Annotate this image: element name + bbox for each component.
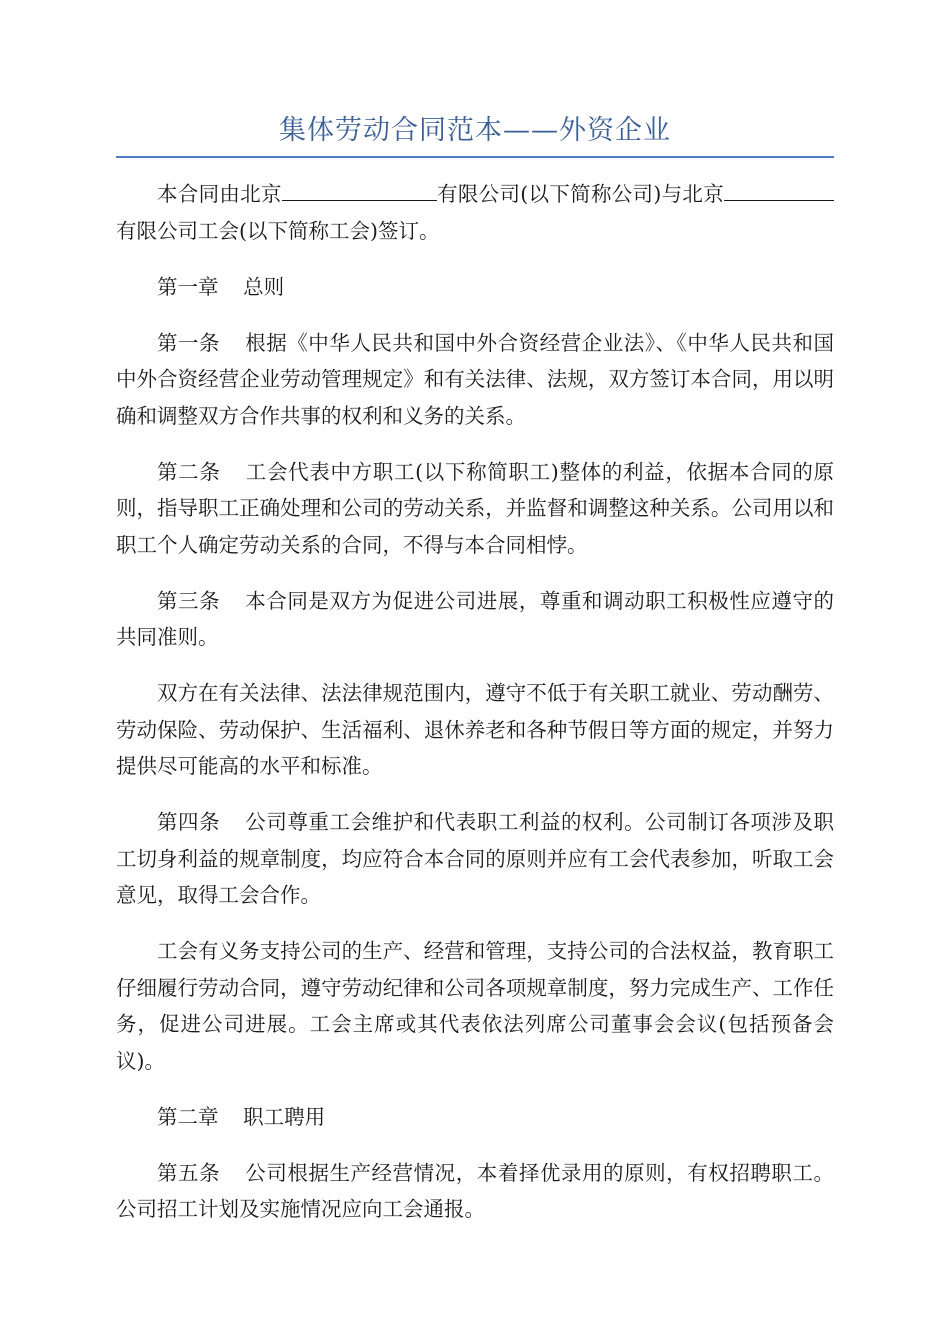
article-label: 第三条	[157, 588, 221, 613]
intro-text-1: 本合同由北京	[157, 182, 282, 206]
document-title: 集体劳动合同范本——外资企业	[279, 115, 671, 146]
article-paragraph	[116, 454, 834, 564]
blank-company-name	[282, 178, 437, 201]
article-text: 根据《中华人民共和国中外合资经营企业法》、《中华人民共和国中外合资经营企业劳动管理规定》和有关法律、法规，双方签订本合同，用以明确和调整双方合作共事的权利和义务的关系。	[116, 330, 835, 428]
chapter-heading	[116, 1099, 834, 1136]
chapter-label: 第二章	[157, 1104, 219, 1129]
article-label: 第四条	[157, 810, 221, 834]
document-body	[116, 176, 834, 1247]
chapter-title: 职工聘用	[243, 1104, 326, 1129]
article-paragraph	[116, 583, 834, 656]
article-label: 第五条	[157, 1160, 221, 1185]
chapter-title: 总则	[243, 274, 285, 299]
article-text: 工会代表中方职工(以下称简职工)整体的利益，依据本合同的原则，指导职工正确处理和公司的劳动关系，并监督和调整这种关系。公司用以和职工个人确定劳动关系的合同，不得与本合同相悖。	[116, 459, 835, 557]
intro-text-3: 有限公司工会(以下简称工会)签订。	[116, 218, 440, 243]
article-label: 第二条	[157, 459, 221, 484]
chapter-heading	[116, 269, 834, 306]
body-paragraph: 双方在有关法律、法法律规范围内，遵守不低于有关职工就业、劳动酬劳、劳动保险、劳动保护、生活福利、退休养老和各种节假日等方面的规定，并努力提供尽可能高的水平和标准。	[116, 681, 834, 778]
intro-paragraph	[116, 176, 834, 249]
article-text: 公司尊重工会维护和代表职工利益的权利。公司制订各项涉及职工切身利益的规章制度，均应符合本合同的原则并应有工会代表参加，听取工会意见，取得工会合作。	[116, 810, 835, 907]
article-text: 本合同是双方为促进公司进展，尊重和调动职工积极性应遵守的共同准则。	[116, 588, 835, 649]
article-paragraph	[116, 325, 834, 435]
intro-text-2: 有限公司(以下简称公司)与北京	[436, 182, 725, 206]
chapter-label: 第一章	[157, 274, 219, 299]
title-block	[116, 114, 834, 158]
article-label: 第一条	[157, 330, 221, 355]
blank-union-name	[724, 178, 834, 201]
body-paragraph: 工会有义务支持公司的生产、经营和管理，支持公司的合法权益，教育职工仔细履行劳动合同，遵守劳动纪律和公司各项规章制度，努力完成生产、工作任务，促进公司进展。工会主席或其代表依法列席公司董事会会议(包括预备会议)。	[116, 939, 834, 1073]
article-text: 公司根据生产经营情况，本着择优录用的原则，有权招聘职工。公司招工计划及实施情况应向工会通报。	[116, 1160, 835, 1221]
article-paragraph	[116, 1155, 834, 1228]
article-paragraph	[116, 804, 834, 914]
